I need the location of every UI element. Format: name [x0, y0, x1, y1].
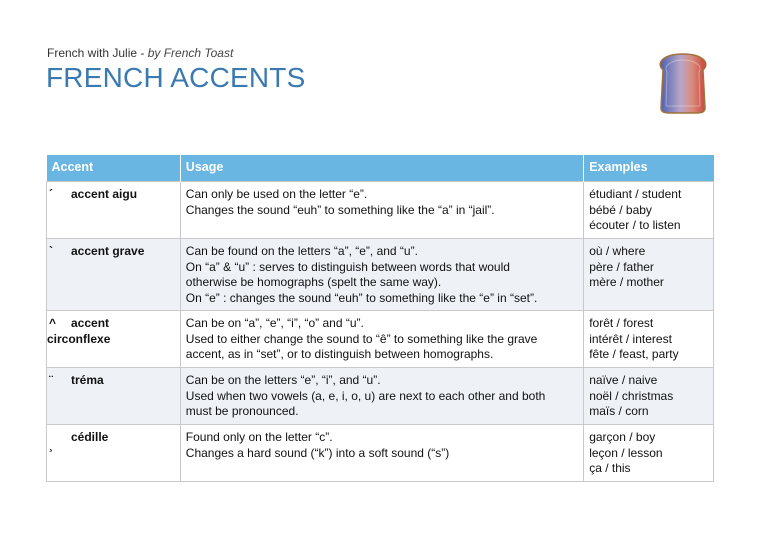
accent-name: cédille: [71, 430, 109, 444]
accent-name: accent circonflexe: [47, 316, 111, 346]
accent-cell: [47, 239, 181, 311]
accent-cell: [47, 311, 181, 368]
example-line: intérêt / interest: [589, 331, 672, 346]
usage-line: Changes a hard sound (“k”) into a soft sound (“s”): [185, 445, 450, 460]
accent-mark: ´: [49, 187, 53, 201]
accents-table: [46, 155, 714, 482]
examples-cell: [584, 239, 714, 311]
table-row: [47, 311, 714, 368]
usage-cell: [180, 311, 583, 368]
example-line: leçon / lesson: [589, 445, 663, 460]
accent-cell: [47, 182, 181, 239]
accent-mark: `: [49, 244, 53, 258]
table-row: [47, 182, 714, 239]
example-line: naïve / naive: [589, 373, 658, 387]
subtitle-by: by French Toast: [147, 46, 234, 60]
usage-cell: [180, 239, 583, 311]
usage-line: Can only be used on the letter “e”.: [185, 187, 368, 201]
french-toast-icon: [653, 52, 713, 114]
usage-cell: [180, 368, 583, 425]
examples-cell: [584, 182, 714, 239]
example-line: étudiant / student: [589, 187, 682, 201]
usage-line: On “a” & “u” : serves to distinguish between words that would: [185, 259, 510, 274]
usage-line: Used when two vowels (a, e, i, o, u) are next to each other and both: [185, 388, 546, 403]
usage-line: Can be on “a”, “e”, “i”, “o” and “u”.: [185, 316, 364, 330]
table-row: [47, 239, 714, 311]
usage-line: Found only on the letter “c”.: [185, 430, 333, 444]
example-line: noël / christmas: [589, 388, 674, 403]
table-row: [47, 368, 714, 425]
usage-cell: [180, 182, 583, 239]
example-line: où / where: [589, 244, 646, 258]
document-subtitle: [47, 46, 233, 60]
examples-cell: [584, 425, 714, 482]
examples-cell: [584, 368, 714, 425]
usage-line: Changes the sound “euh” to something like the “a” in “jail”.: [185, 202, 495, 217]
column-header-examples: Examples: [584, 155, 714, 182]
accent-name: accent aigu: [71, 187, 138, 201]
table-row: [47, 425, 714, 482]
usage-line: accent, as in “set”, or to distinguish between homographs.: [185, 347, 494, 361]
example-line: mère / mother: [589, 275, 664, 289]
example-line: père / father: [589, 259, 654, 274]
accent-cell: [47, 425, 181, 482]
column-header-accent: Accent: [47, 155, 181, 182]
examples-cell: [584, 311, 714, 368]
accent-mark: ¸: [49, 438, 53, 452]
usage-line: Can be on the letters “e”, “i”, and “u”.: [185, 373, 381, 387]
accent-name: accent grave: [71, 244, 145, 258]
accent-cell: [47, 368, 181, 425]
usage-line: On “e” : changes the sound “euh” to something like the “e” in “set”.: [185, 290, 538, 305]
example-line: garçon / boy: [589, 430, 656, 444]
accent-name: tréma: [71, 373, 104, 387]
subtitle-text: French with Julie -: [47, 46, 148, 60]
usage-line: must be pronounced.: [185, 404, 299, 418]
example-line: ça / this: [589, 461, 631, 475]
column-header-usage: Usage: [180, 155, 583, 182]
page-title: FRENCH ACCENTS: [46, 62, 306, 93]
usage-cell: [180, 425, 583, 482]
example-line: écouter / to listen: [589, 218, 681, 232]
accent-mark: ^: [49, 316, 57, 330]
accent-mark: ¨: [49, 373, 53, 387]
table-header-row: [47, 155, 714, 182]
usage-line: otherwise be homographs (spelt the same way).: [185, 275, 442, 289]
usage-line: Can be found on the letters “a”, “e”, and “u”.: [185, 244, 418, 258]
example-line: bébé / baby: [589, 202, 652, 217]
example-line: maïs / corn: [589, 404, 649, 418]
example-line: fête / feast, party: [589, 347, 679, 361]
example-line: forêt / forest: [589, 316, 654, 330]
usage-line: Used to either change the sound to “ê” to something like the grave: [185, 331, 538, 346]
